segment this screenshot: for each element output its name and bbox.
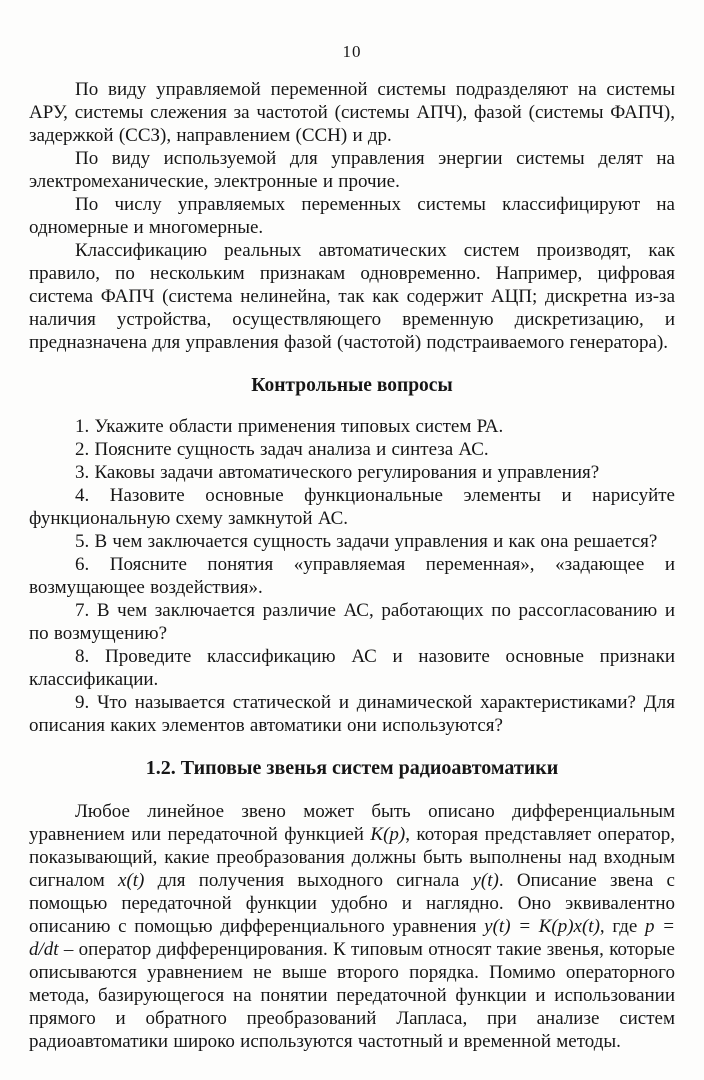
- text-segment: , которая представляет оператор, показывающий, какие преобразования должны быть выполнены над входным сигналом: [29, 824, 675, 891]
- question-item: 8. Проведите классификацию АС и назовите основные признаки классификации.: [29, 646, 675, 690]
- section-paragraph: [29, 800, 675, 1053]
- question-item: 7. В чем заключается различие АС, работающих по рассогласованию и по возмущению?: [29, 600, 675, 644]
- math-expression: K(p): [370, 824, 406, 845]
- math-expression: y(t): [472, 870, 499, 891]
- intro-paragraph: По виду используемой для управления энергии системы делят на электромеханические, электронные и прочие.: [29, 148, 675, 192]
- question-item: 6. Поясните понятия «управляемая переменная», «задающее и возмущающее воздействия».: [29, 554, 675, 598]
- math-expression: x(t): [118, 870, 145, 891]
- math-expression: p = d/dt: [29, 916, 675, 960]
- question-item: 9. Что называется статической и динамической характеристиками? Для описания каких элементов автоматики они используются?: [29, 692, 675, 736]
- intro-paragraph: Классификацию реальных автоматических систем производят, как правило, по нескольким признакам одновременно. Например, цифровая система ФАПЧ (система нелинейна, так как содержит АЦП; дискретна из-за наличия устройства, осуществляющего временную дискретизацию, и предназначена для управления фазой (частотой) подстраиваемого генератора).: [29, 240, 675, 353]
- math-expression: y(t) = K(p)x(t): [484, 916, 600, 937]
- question-item: 2. Поясните сущность задач анализа и синтеза АС.: [75, 439, 489, 460]
- question-item: 5. В чем заключается сущность задачи управления и как она решается?: [75, 531, 658, 552]
- text-segment: , где: [599, 916, 645, 937]
- intro-paragraph: По числу управляемых переменных системы классифицируют на одномерные и многомерные.: [29, 194, 675, 238]
- section-1-2-heading: 1.2. Типовые звенья систем радиоавтоматики: [145, 757, 559, 779]
- page-number: 10: [342, 42, 362, 61]
- intro-paragraph: По виду управляемой переменной системы подразделяют на системы АРУ, системы слежения за частотой (системы АПЧ), фазой (системы ФАПЧ), задержкой (ССЗ), направлением (ССН) и др.: [29, 79, 675, 146]
- text-column: [29, 42, 675, 1053]
- text-segment: – оператор дифференцирования. К типовым относят такие звенья, которые описываются уравнением не выше второго порядка. Помимо операторного метода, базирующегося на понятии передаточной функции и использовании прямого и обратного преобразований Лапласа, при анализе систем радиоавтоматики широко используются частотный и временной методы.: [29, 939, 675, 1052]
- text-segment: Любое линейное звено может быть описано дифференциальным уравнением или передаточной функцией: [29, 801, 675, 845]
- question-item: 1. Укажите области применения типовых систем РА.: [75, 416, 504, 437]
- text-segment: . Описание звена с помощью передаточной функции удобно и наглядно. Оно эквивалентно описанию с помощью дифференциального уравнения: [29, 870, 675, 937]
- text-segment: для получения выходного сигнала: [144, 870, 473, 891]
- question-item: 4. Назовите основные функциональные элементы и нарисуйте функциональную схему замкнутой АС.: [29, 485, 675, 529]
- question-item: 3. Каковы задачи автоматического регулирования и управления?: [75, 462, 600, 483]
- control-questions-heading: Контрольные вопросы: [251, 375, 453, 396]
